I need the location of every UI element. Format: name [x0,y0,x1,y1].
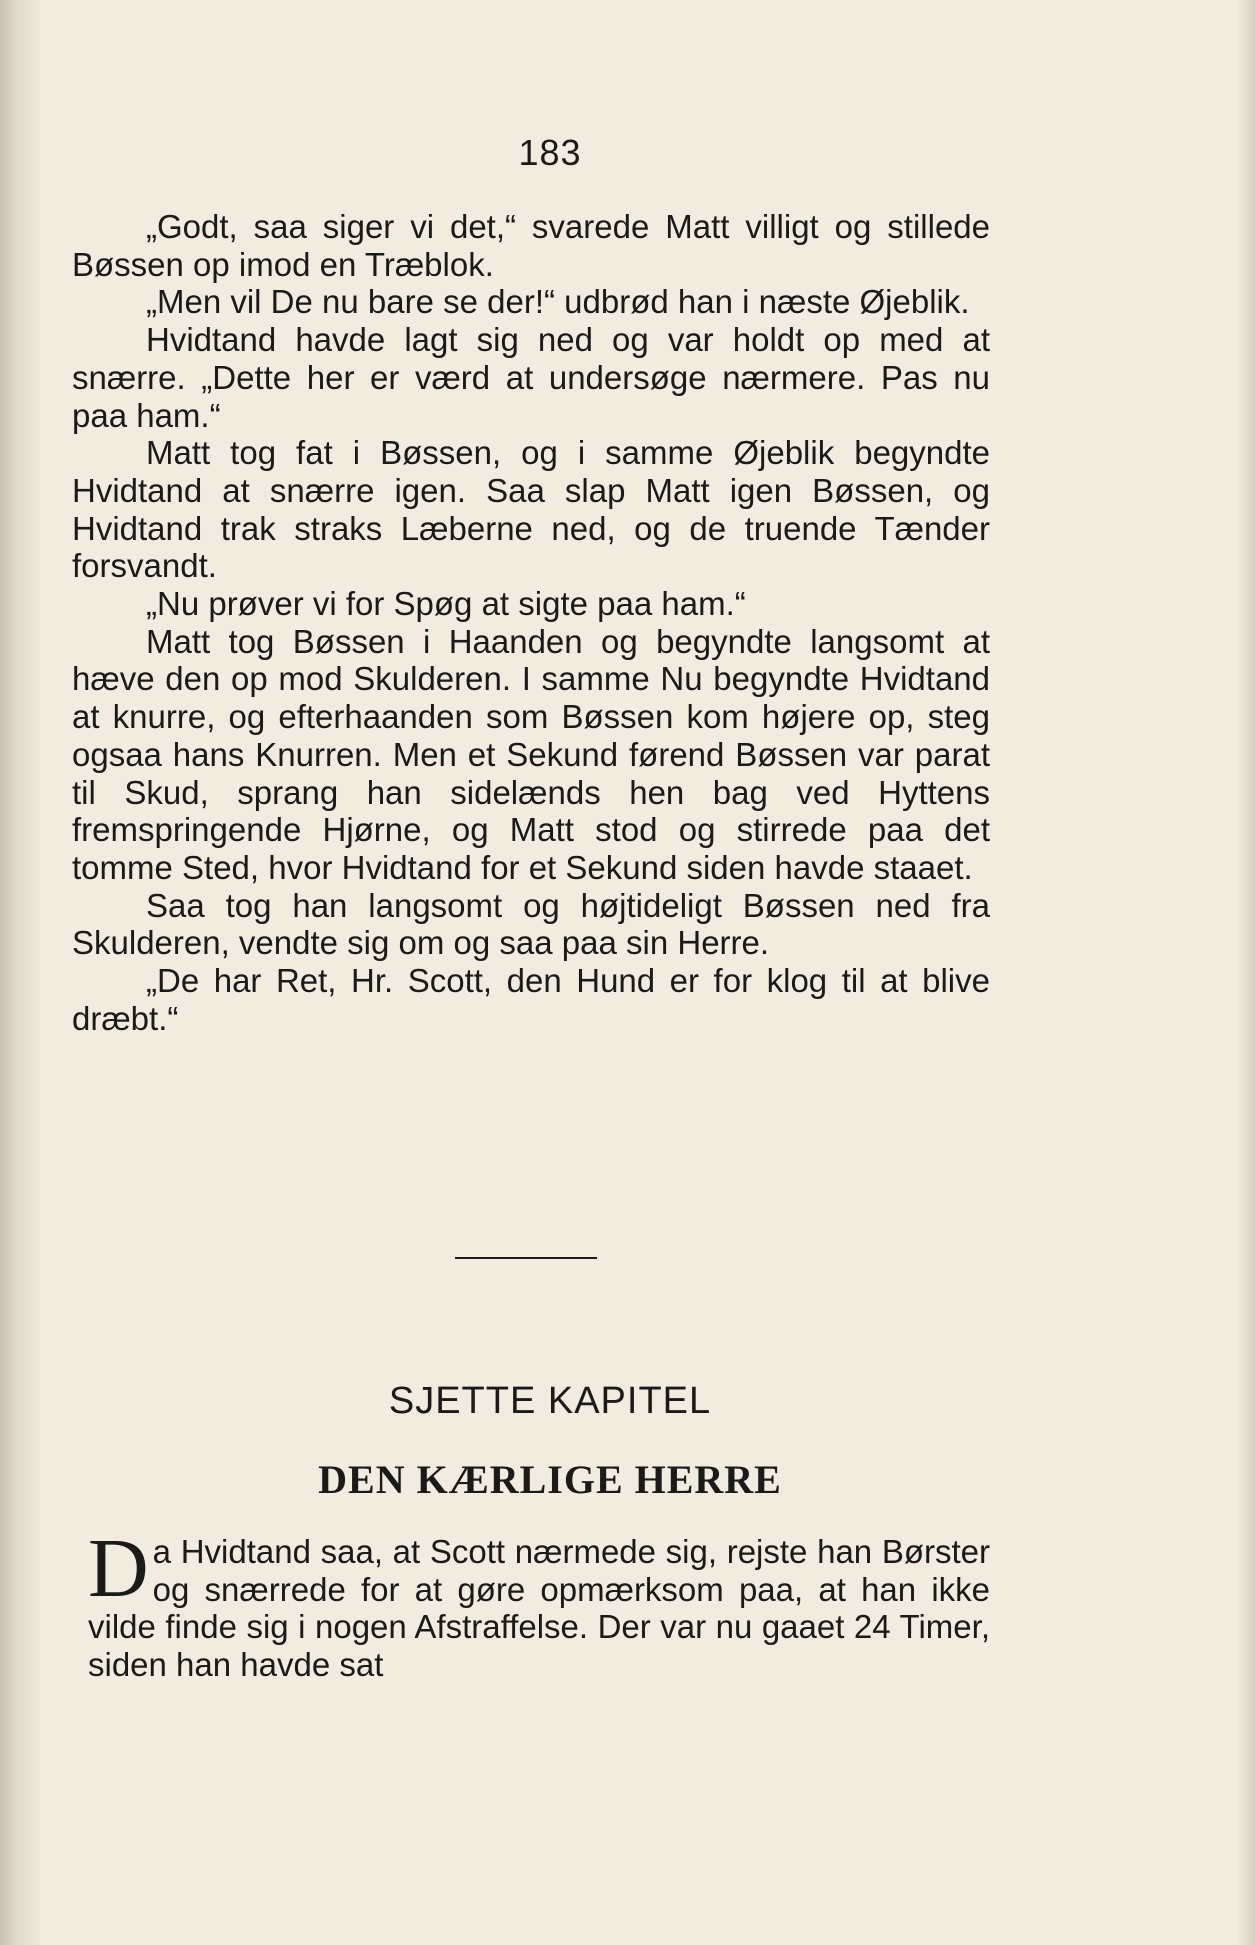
chapter-opening-text: a Hvidtand saa, at Scott nærmede sig, rejste han Børster og snærrede for at gøre opmærksom paa, at han ikke vilde finde sig i nogen Afstraffelse. Der var nu gaaet 24 Timer, siden han havde sat [88,1533,990,1684]
paragraph: Matt tog fat i Bøssen, og i samme Øjeblik begyndte Hvidtand at snærre igen. Saa slap Matt igen Bøssen, og Hvidtand trak straks Læberne ned, og de truende Tænder forsvandt. [72,434,990,585]
chapter-opening [88,1522,990,1684]
paragraph: „De har Ret, Hr. Scott, den Hund er for klog til at blive dræbt.“ [72,962,990,1037]
paragraph: Saa tog han langsomt og højtideligt Bøssen ned fra Skulderen, vendte sig om og saa paa sin Herre. [72,886,990,962]
paragraph: „Godt, saa siger vi det,“ svarede Matt villigt og stillede Bøssen op imod en Træblok. [72,208,990,283]
page-edge-shadow [1237,0,1255,1945]
section-divider [455,1257,597,1259]
paragraph: Matt tog Bøssen i Haanden og begyndte langsomt at hæve den op mod Skulderen. I samme Nu begyndte Hvidtand at knurre, og efterhaanden som Bøssen kom højere op, steg ogsaa hans Knurren. Men et Sekund førend Bøssen var parat til Skud, sprang han sidelænds hen bag ved Hyttens fremspringende Hjørne, og Matt stod og stirrede paa det tomme Sted, hvor Hvidtand for et Sekund siden havde staaet. [72,622,990,886]
body-text [72,208,990,1037]
page-number: 183 [518,132,582,173]
paragraph: Hvidtand havde lagt sig ned og var holdt op med at snærre. „Dette her er værd at undersøge nærmere. Pas nu paa ham.“ [72,321,990,434]
chapter-paragraph [88,1522,990,1684]
chapter-label: SJETTE KAPITEL [388,1380,712,1422]
paragraph: „Men vil De nu bare se der!“ udbrød han i næste Øjeblik. [146,283,970,321]
drop-cap: D [88,1522,149,1615]
paragraph: „Nu prøver vi for Spøg at sigte paa ham.“ [146,585,746,623]
page-gutter-shadow [0,0,42,1945]
chapter-title: DEN KÆRLIGE HERRE [318,1457,782,1502]
